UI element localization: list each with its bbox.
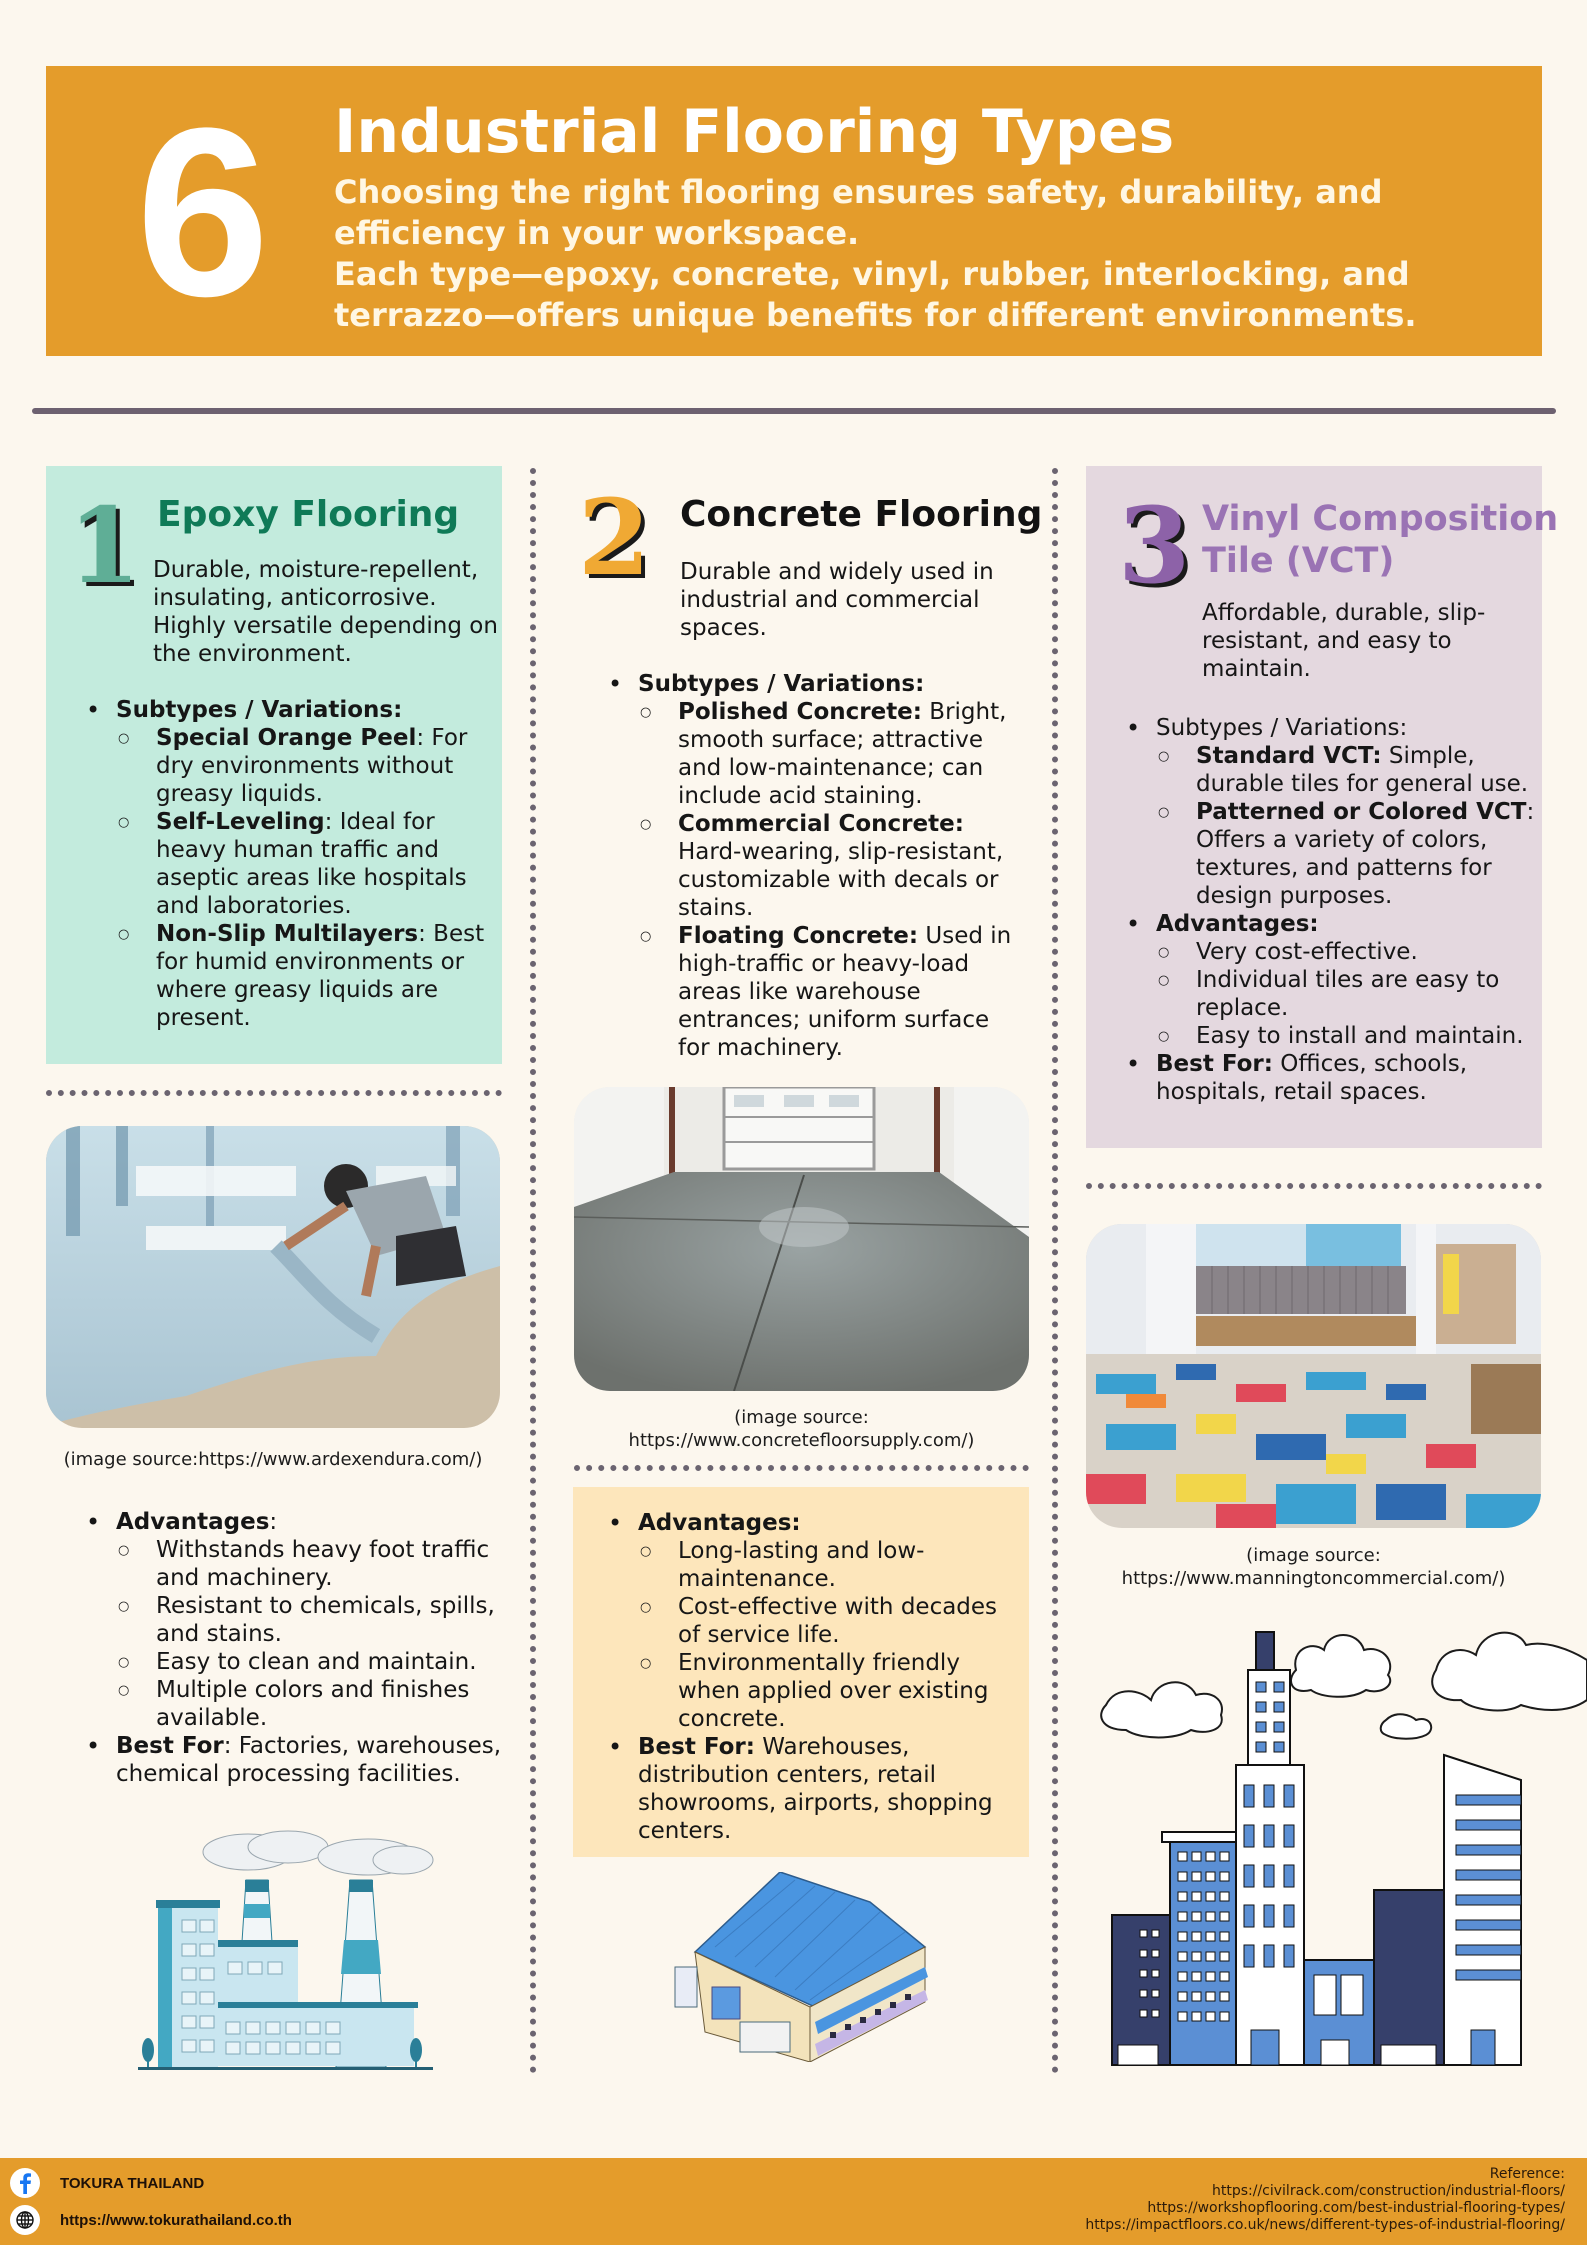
- footer: [0, 2158, 1587, 2245]
- epoxy-photo: [46, 1126, 500, 1428]
- subtype-text: : Best for humid environments or where greasy liquids are present.: [156, 921, 485, 1031]
- list-item: [1118, 1050, 1538, 1106]
- vinyl-photo: [1086, 1224, 1541, 1528]
- city-illustration: [1096, 1590, 1587, 2080]
- list-item: ○ Long-lasting and low-maintenance.: [638, 1537, 1020, 1593]
- warehouse-illustration: [670, 1872, 935, 2062]
- subtype-name: Self-Leveling: [156, 809, 325, 835]
- list-item: [638, 810, 1020, 922]
- concrete-subtypes-list: [600, 670, 1020, 1062]
- vinyl-description: Affordable, durable, slip-resistant, and easy to maintain.: [1202, 600, 1486, 682]
- epoxy-title: Epoxy Flooring: [157, 494, 460, 535]
- section-separator: [46, 1090, 502, 1096]
- header-banner: [46, 66, 1542, 356]
- subtype-text: Used in high-traffic or heavy-load areas like warehouse entrances; uniform surface for machinery.: [678, 923, 1012, 1061]
- list-item: ○ Easy to clean and maintain.: [116, 1648, 508, 1676]
- caption-line: (image source:: [734, 1407, 869, 1428]
- subtype-name: Standard VCT:: [1196, 743, 1382, 769]
- advantages-colon: :: [269, 1509, 278, 1535]
- epoxy-number: 1: [68, 484, 141, 607]
- title-line: Vinyl Composition: [1202, 499, 1559, 539]
- subtitle-line: efficiency in your workspace.: [334, 214, 860, 252]
- list-item: ○ Withstands heavy foot traffic and machinery.: [116, 1536, 508, 1592]
- title-line: Tile (VCT): [1202, 541, 1395, 581]
- subtitle-line: Each type—epoxy, concrete, vinyl, rubber, interlocking, and: [334, 255, 1410, 293]
- list-item: ○ Environmentally friendly when applied over existing concrete.: [638, 1649, 1020, 1733]
- best-for-label: Best For:: [1156, 1051, 1273, 1077]
- list-item: [78, 1508, 508, 1732]
- subtype-name: Non-Slip Multilayers: [156, 921, 419, 947]
- list-item: [638, 922, 1020, 1062]
- subtitle-line: Choosing the right flooring ensures safety, durability, and: [334, 173, 1383, 211]
- concrete-description: Durable and widely used in industrial and commercial spaces.: [680, 559, 994, 641]
- list-item: ○ Individual tiles are easy to replace.: [1156, 966, 1538, 1022]
- reference-label: Reference:: [1489, 2166, 1565, 2182]
- concrete-photo: [574, 1087, 1029, 1391]
- advantages-label: Advantages:: [1156, 911, 1319, 937]
- subtype-text: Simple, durable tiles for general use.: [1196, 743, 1529, 797]
- list-item: [78, 696, 498, 1032]
- subtypes-label: Subtypes / Variations:: [116, 697, 403, 723]
- subtype-text: : For dry environments without greasy liquids.: [156, 725, 468, 807]
- reference-link[interactable]: https://civilrack.com/construction/industrial-floors/: [1211, 2183, 1565, 2199]
- subtitle-line: terrazzo—offers unique benefits for different environments.: [334, 296, 1417, 334]
- list-item: ○ Multiple colors and finishes available.: [116, 1676, 508, 1732]
- reference-link[interactable]: https://workshopflooring.com/best-industrial-flooring-types/: [1147, 2200, 1565, 2216]
- caption-line: https://www.concretefloorsupply.com/): [628, 1430, 975, 1451]
- best-for-label: Best For:: [638, 1734, 755, 1760]
- epoxy-subtypes-list: [78, 696, 498, 1032]
- caption-line: (image source:: [1246, 1545, 1381, 1566]
- advantages-label: Advantages:: [638, 1510, 801, 1536]
- list-item: [600, 1509, 1020, 1733]
- column-separator: [530, 468, 536, 2074]
- column-separator: [1052, 468, 1058, 2074]
- list-item: ○ Very cost-effective.: [1156, 938, 1538, 966]
- concrete-number: 2: [578, 476, 651, 599]
- epoxy-description: Durable, moisture-repellent, insulating, anticorrosive. Highly versatile depending on the environment.: [153, 557, 498, 667]
- vinyl-list: [1118, 714, 1538, 1106]
- subtype-text: : Offers a variety of colors, textures, and patterns for design purposes.: [1196, 799, 1535, 909]
- vinyl-number: 3: [1118, 484, 1191, 607]
- reference-link[interactable]: https://impactfloors.co.uk/news/different-types-of-industrial-flooring/: [1085, 2217, 1565, 2233]
- concrete-image-caption: [574, 1406, 1029, 1452]
- caption-line: https://www.manningtoncommercial.com/): [1121, 1568, 1506, 1589]
- section-separator: [1086, 1183, 1542, 1189]
- header-divider: [32, 408, 1556, 414]
- website-link[interactable]: https://www.tokurathailand.co.th: [60, 2212, 292, 2229]
- list-item: [600, 1733, 1020, 1845]
- best-for-text: Warehouses, distribution centers, retail showrooms, airports, shopping centers.: [638, 1734, 993, 1844]
- page-title: Industrial Flooring Types: [334, 97, 1175, 167]
- epoxy-advantages-list: [78, 1508, 508, 1788]
- list-item: [1156, 742, 1538, 798]
- list-item: [1156, 798, 1538, 910]
- section-separator: [574, 1465, 1029, 1471]
- subtype-name: Patterned or Colored VCT: [1196, 799, 1527, 825]
- subtype-name: Commercial Concrete:: [678, 811, 964, 837]
- factory-illustration: [138, 1822, 438, 2072]
- list-item: [116, 920, 498, 1032]
- facebook-icon[interactable]: [10, 2168, 40, 2198]
- vinyl-title: [1202, 498, 1558, 582]
- subtypes-label: Subtypes / Variations:: [638, 671, 925, 697]
- globe-icon[interactable]: [10, 2205, 40, 2235]
- best-for-label: Best For: [116, 1733, 224, 1759]
- best-for-text: Offices, schools, hospitals, retail spaces.: [1156, 1051, 1468, 1105]
- list-item: ○ Easy to install and maintain.: [1156, 1022, 1538, 1050]
- list-item: ○ Cost-effective with decades of service life.: [638, 1593, 1020, 1649]
- subtype-text: Bright, smooth surface; attractive and low-maintenance; can include acid staining.: [678, 699, 1007, 809]
- list-item: [1118, 714, 1538, 910]
- list-item: [600, 670, 1020, 1062]
- concrete-advantages-list: [600, 1509, 1020, 1845]
- subtype-text: Hard-wearing, slip-resistant, customizable with decals or stains.: [678, 839, 1004, 921]
- subtypes-label: Subtypes / Variations:: [1156, 715, 1408, 741]
- best-for-text: : Factories, warehouses, chemical processing facilities.: [116, 1733, 502, 1787]
- list-item: [116, 808, 498, 920]
- advantages-label: Advantages: [116, 1509, 270, 1535]
- concrete-title: Concrete Flooring: [680, 494, 1043, 535]
- subtype-name: Special Orange Peel: [156, 725, 417, 751]
- list-item: [116, 724, 498, 808]
- header-subtitle: [334, 172, 1534, 336]
- epoxy-image-caption: (image source:https://www.ardexendura.com/): [63, 1449, 483, 1470]
- subtype-name: Floating Concrete:: [678, 923, 919, 949]
- vinyl-image-caption: [1086, 1544, 1541, 1590]
- list-item: [78, 1732, 508, 1788]
- list-item: ○ Resistant to chemicals, spills, and stains.: [116, 1592, 508, 1648]
- subtype-name: Polished Concrete:: [678, 699, 922, 725]
- header-number: 6: [136, 78, 270, 346]
- list-item: [1118, 910, 1538, 1050]
- references: [1085, 2166, 1565, 2234]
- subtype-text: : Ideal for heavy human traffic and aseptic areas like hospitals and laboratories.: [156, 809, 467, 919]
- list-item: [638, 698, 1020, 810]
- facebook-page-name[interactable]: TOKURA THAILAND: [60, 2175, 205, 2192]
